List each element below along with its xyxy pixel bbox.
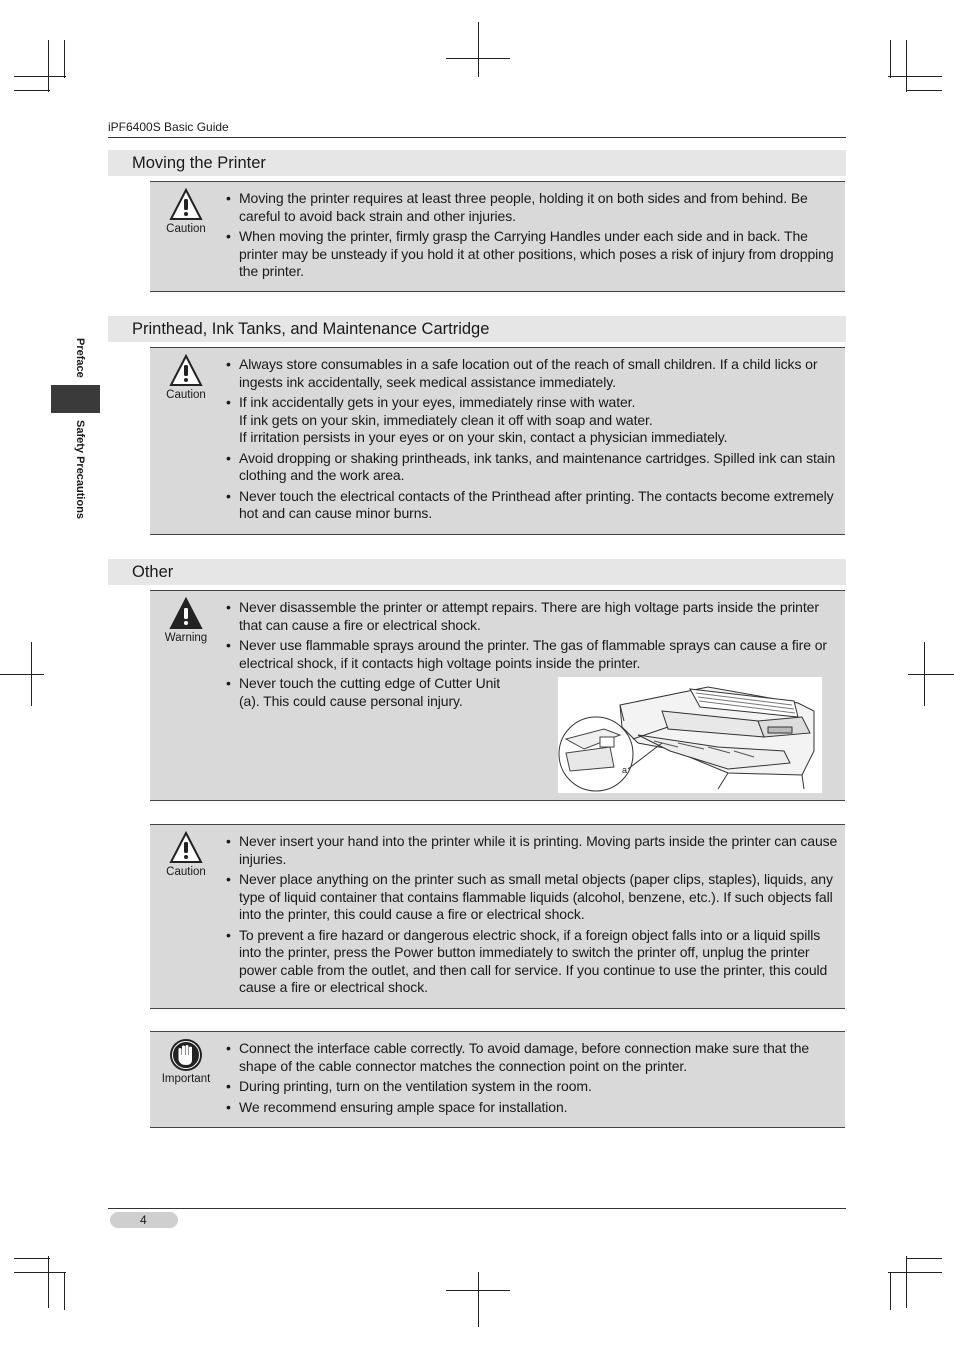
list-item — [226, 871, 841, 924]
list-item — [226, 1040, 841, 1075]
bullet-list — [226, 190, 841, 284]
bullet-text: If irritation persists in your eyes or on your skin, contact a physician immediately. — [239, 429, 728, 445]
bullet-text: • During printing, turn on the ventilation system in the room. — [239, 1078, 592, 1094]
list-item — [226, 1078, 841, 1096]
list-item — [226, 450, 841, 485]
list-item — [226, 228, 841, 281]
list-item — [226, 637, 841, 672]
list-item — [226, 190, 841, 225]
important-box — [150, 1031, 845, 1128]
caution-box-printhead — [150, 347, 845, 535]
bullet-text: • If ink accidentally gets in your eyes, immediately rinse with water. — [239, 394, 636, 410]
list-item — [226, 927, 841, 997]
bullet-text: • Never use flammable sprays around the printer. The gas of flammable sprays can cause a fire or electrical shock, if it contacts high voltage points inside the printer. — [239, 637, 827, 671]
bullet-text: • When moving the printer, firmly grasp the Carrying Handles under each side and in back. The printer may be unsteady if you hold it at other positions, which poses a risk of injury from dropping the printer. — [239, 228, 834, 279]
document-title: iPF6400S Basic Guide — [108, 120, 229, 134]
bullet-text: • Connect the interface cable correctly. To avoid damage, before connection make sure that the shape of the cable connector matches the connection point on the printer. — [239, 1040, 810, 1074]
caution-icon — [169, 831, 203, 865]
list-item — [226, 488, 841, 523]
caution-label: Caution — [166, 866, 206, 878]
caution-badge — [150, 831, 222, 878]
list-item — [226, 599, 841, 634]
warning-icon — [169, 597, 203, 631]
bullet-text: If ink gets on your skin, immediately clean it off with soap and water. — [239, 411, 653, 428]
caution-label: Caution — [166, 389, 206, 401]
page-number: 4 — [110, 1212, 178, 1228]
bullet-text: • Avoid dropping or shaking printheads, ink tanks, and maintenance cartridges. Spilled ink can stain clothing and the work area. — [239, 449, 836, 483]
bullet-text: • Moving the printer requires at least three people, holding it on both sides and from behind. Be careful to avoid back strain and other injuries. — [239, 190, 808, 224]
figure-callout-a: a — [622, 765, 628, 775]
caution-icon — [169, 188, 203, 222]
important-badge — [150, 1038, 222, 1085]
bullet-list — [226, 356, 841, 526]
section-heading-moving-printer: Moving the Printer — [108, 150, 846, 176]
important-hand-icon — [169, 1038, 203, 1072]
warning-badge — [150, 597, 222, 644]
important-label: Important — [161, 1073, 211, 1085]
bullet-text: • To prevent a fire hazard or dangerous electric shock, if a foreign object falls into or a liquid spills into the printer, press the Power button immediately to switch the printer off, unplug the printer power cable from the outlet, and then call for service. If you continue to use the printer, this could cause a fire or electrical shock. — [239, 926, 828, 995]
caution-icon — [169, 354, 203, 388]
caution-badge — [150, 188, 222, 235]
list-item — [226, 1099, 841, 1117]
list-item — [226, 833, 841, 868]
warning-label: Warning — [164, 632, 208, 644]
bullet-text: • Never place anything on the printer such as small metal objects (paper clips, staples), liquids, any type of liquid container that contains flammable liquids (alcohol, benzene, etc.). If such objects fall into the printer, this could cause a fire or electrical shock. — [239, 871, 833, 922]
bullet-text: • We recommend ensuring ample space for installation. — [239, 1098, 568, 1115]
caution-label: Caution — [166, 223, 206, 235]
bullet-text: • Never disassemble the printer or attempt repairs. There are high voltage parts inside the printer that can cause a fire or electrical shock. — [239, 599, 819, 633]
caution-badge — [150, 354, 222, 401]
bullet-text: • Never insert your hand into the printer while it is printing. Moving parts inside the printer can cause injuries. — [239, 833, 838, 867]
footer-rule — [108, 1208, 846, 1209]
bullet-text: (a). This could cause personal injury. — [239, 692, 463, 709]
section-heading-other: Other — [108, 559, 846, 585]
list-item — [226, 356, 841, 391]
side-tab-safety-precautions: Safety Precautions — [74, 420, 86, 520]
side-tab-marker — [51, 385, 100, 413]
warning-box-other — [150, 590, 845, 801]
bullet-list — [226, 833, 841, 1000]
side-tab-preface: Preface — [74, 338, 86, 378]
bullet-list — [226, 1040, 841, 1119]
printer-drawing — [558, 677, 822, 793]
caution-box-moving — [150, 181, 845, 292]
list-item — [226, 394, 841, 447]
caution-box-other — [150, 824, 845, 1009]
section-heading-printhead: Printhead, Ink Tanks, and Maintenance Cartridge — [108, 316, 846, 342]
printer-cutter-illustration — [558, 677, 822, 793]
bullet-text: • Always store consumables in a safe location out of the reach of small children. If a child licks or ingests ink accidentally, seek medical assistance immediately. — [239, 356, 818, 390]
header-rule — [108, 137, 846, 138]
bullet-text: • Never touch the electrical contacts of the Printhead after printing. The contacts become extremely hot and can cause minor burns. — [239, 487, 834, 521]
bullet-text: • Never touch the cutting edge of Cutter Unit — [239, 675, 501, 691]
